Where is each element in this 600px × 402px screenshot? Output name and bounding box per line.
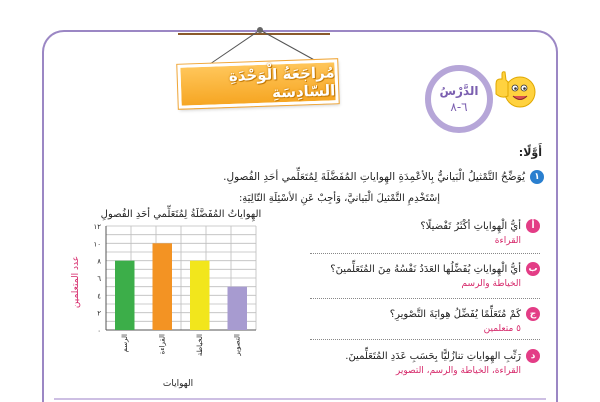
y-axis-label: عدد المتعلمين [71,255,81,309]
question-number-badge: ١ [530,170,544,184]
page-title: مُراجَعَةُ الْوَحْدَةِ السّادِسَةِ [228,63,336,102]
y-tick-label: ٦ [97,275,101,283]
y-tick-label: ١٠ [93,240,101,249]
main-question-text: يُوَضِّحُ التَّمْثيلُ الْبَيانيُّ بِالأعْمِدَةِ الهِواياتِ المُفَضَّلَةَ لِمُتَعَلِّمي أحَدِ الفُصولِ. [223,171,525,183]
unit-review-title [177,59,338,109]
thumbs-up-smiley-icon [490,70,538,114]
sub-question-answer: القراءة، الخياطة والرسم، التصوير [395,366,521,376]
x-tick-label: القراءة [158,334,167,355]
bar [228,287,248,330]
sub-question-text: أيُّ الْهِواياتِ يُفَضِّلُها العَدَدُ نَفْسُهُ مِنَ المُتَعَلِّمينَ؟ [330,263,521,275]
bar [190,261,210,330]
y-tick-label: ٨ [97,257,101,266]
divider [310,253,540,254]
x-tick-label: التصوير [233,334,242,356]
sub-question-answer: ٥ متعلمين [483,324,521,334]
sub-question-a [310,219,540,246]
section-label: أَوَّلًا: [518,146,542,159]
sub-question-marker: ب [526,262,540,276]
lesson-badge [425,65,493,133]
y-tick-label: ٢ [97,309,101,318]
divider [310,298,540,299]
x-axis-label: الهوايات [162,379,194,389]
instruction-text: إسْتَخْدِمِ التَّمْثيلَ الْبَيانيَّ، وَأجِبْ عَنِ الأسْئِلَةِ التّالِيَةِ: [238,193,440,204]
sub-question-c [310,307,540,334]
sub-question-b [310,262,540,289]
x-tick-label: الخياطة [195,334,204,357]
bar [115,261,135,330]
chart-title: الهِواياتُ المُفَضَّلَةُ لِمُتَعَلِّمي أحَدِ الفُصولِ [100,209,262,220]
bar [153,243,173,330]
x-tick-label: الرسم [120,334,129,353]
bottom-rule [54,398,546,400]
favorite-hobbies-bar-chart [66,220,276,390]
y-tick-label: ٤ [97,292,101,301]
main-question [223,170,544,184]
sub-question-marker: د [526,349,540,363]
sub-question-answer: القراءة [494,236,521,246]
sub-question-answer: الخياطة والرسم [461,279,521,289]
y-tick-label: ١٢ [93,223,101,231]
lesson-word: الدَّرْسُ [439,84,479,98]
sub-question-d [310,349,540,376]
sub-question-text: رَتِّبِ الهِواياتِ تنازُليًّا بِحَسَبِ عَدَدِ المُتَعَلِّمينَ. [345,350,521,362]
sub-question-text: كَمْ مُتَعَلِّمًا يُفَضِّلُ هِوايَةَ التَّصْويرِ؟ [389,308,521,320]
sub-question-marker: أ [526,219,540,233]
sub-question-text: أيُّ الْهِواياتِ أكْثَرُ تَفْضيلًا؟ [420,220,521,232]
divider [310,339,540,340]
y-tick-label: ٠ [97,327,101,335]
lesson-number: ٦-٨ [450,100,468,114]
sub-question-marker: ج [526,307,540,321]
